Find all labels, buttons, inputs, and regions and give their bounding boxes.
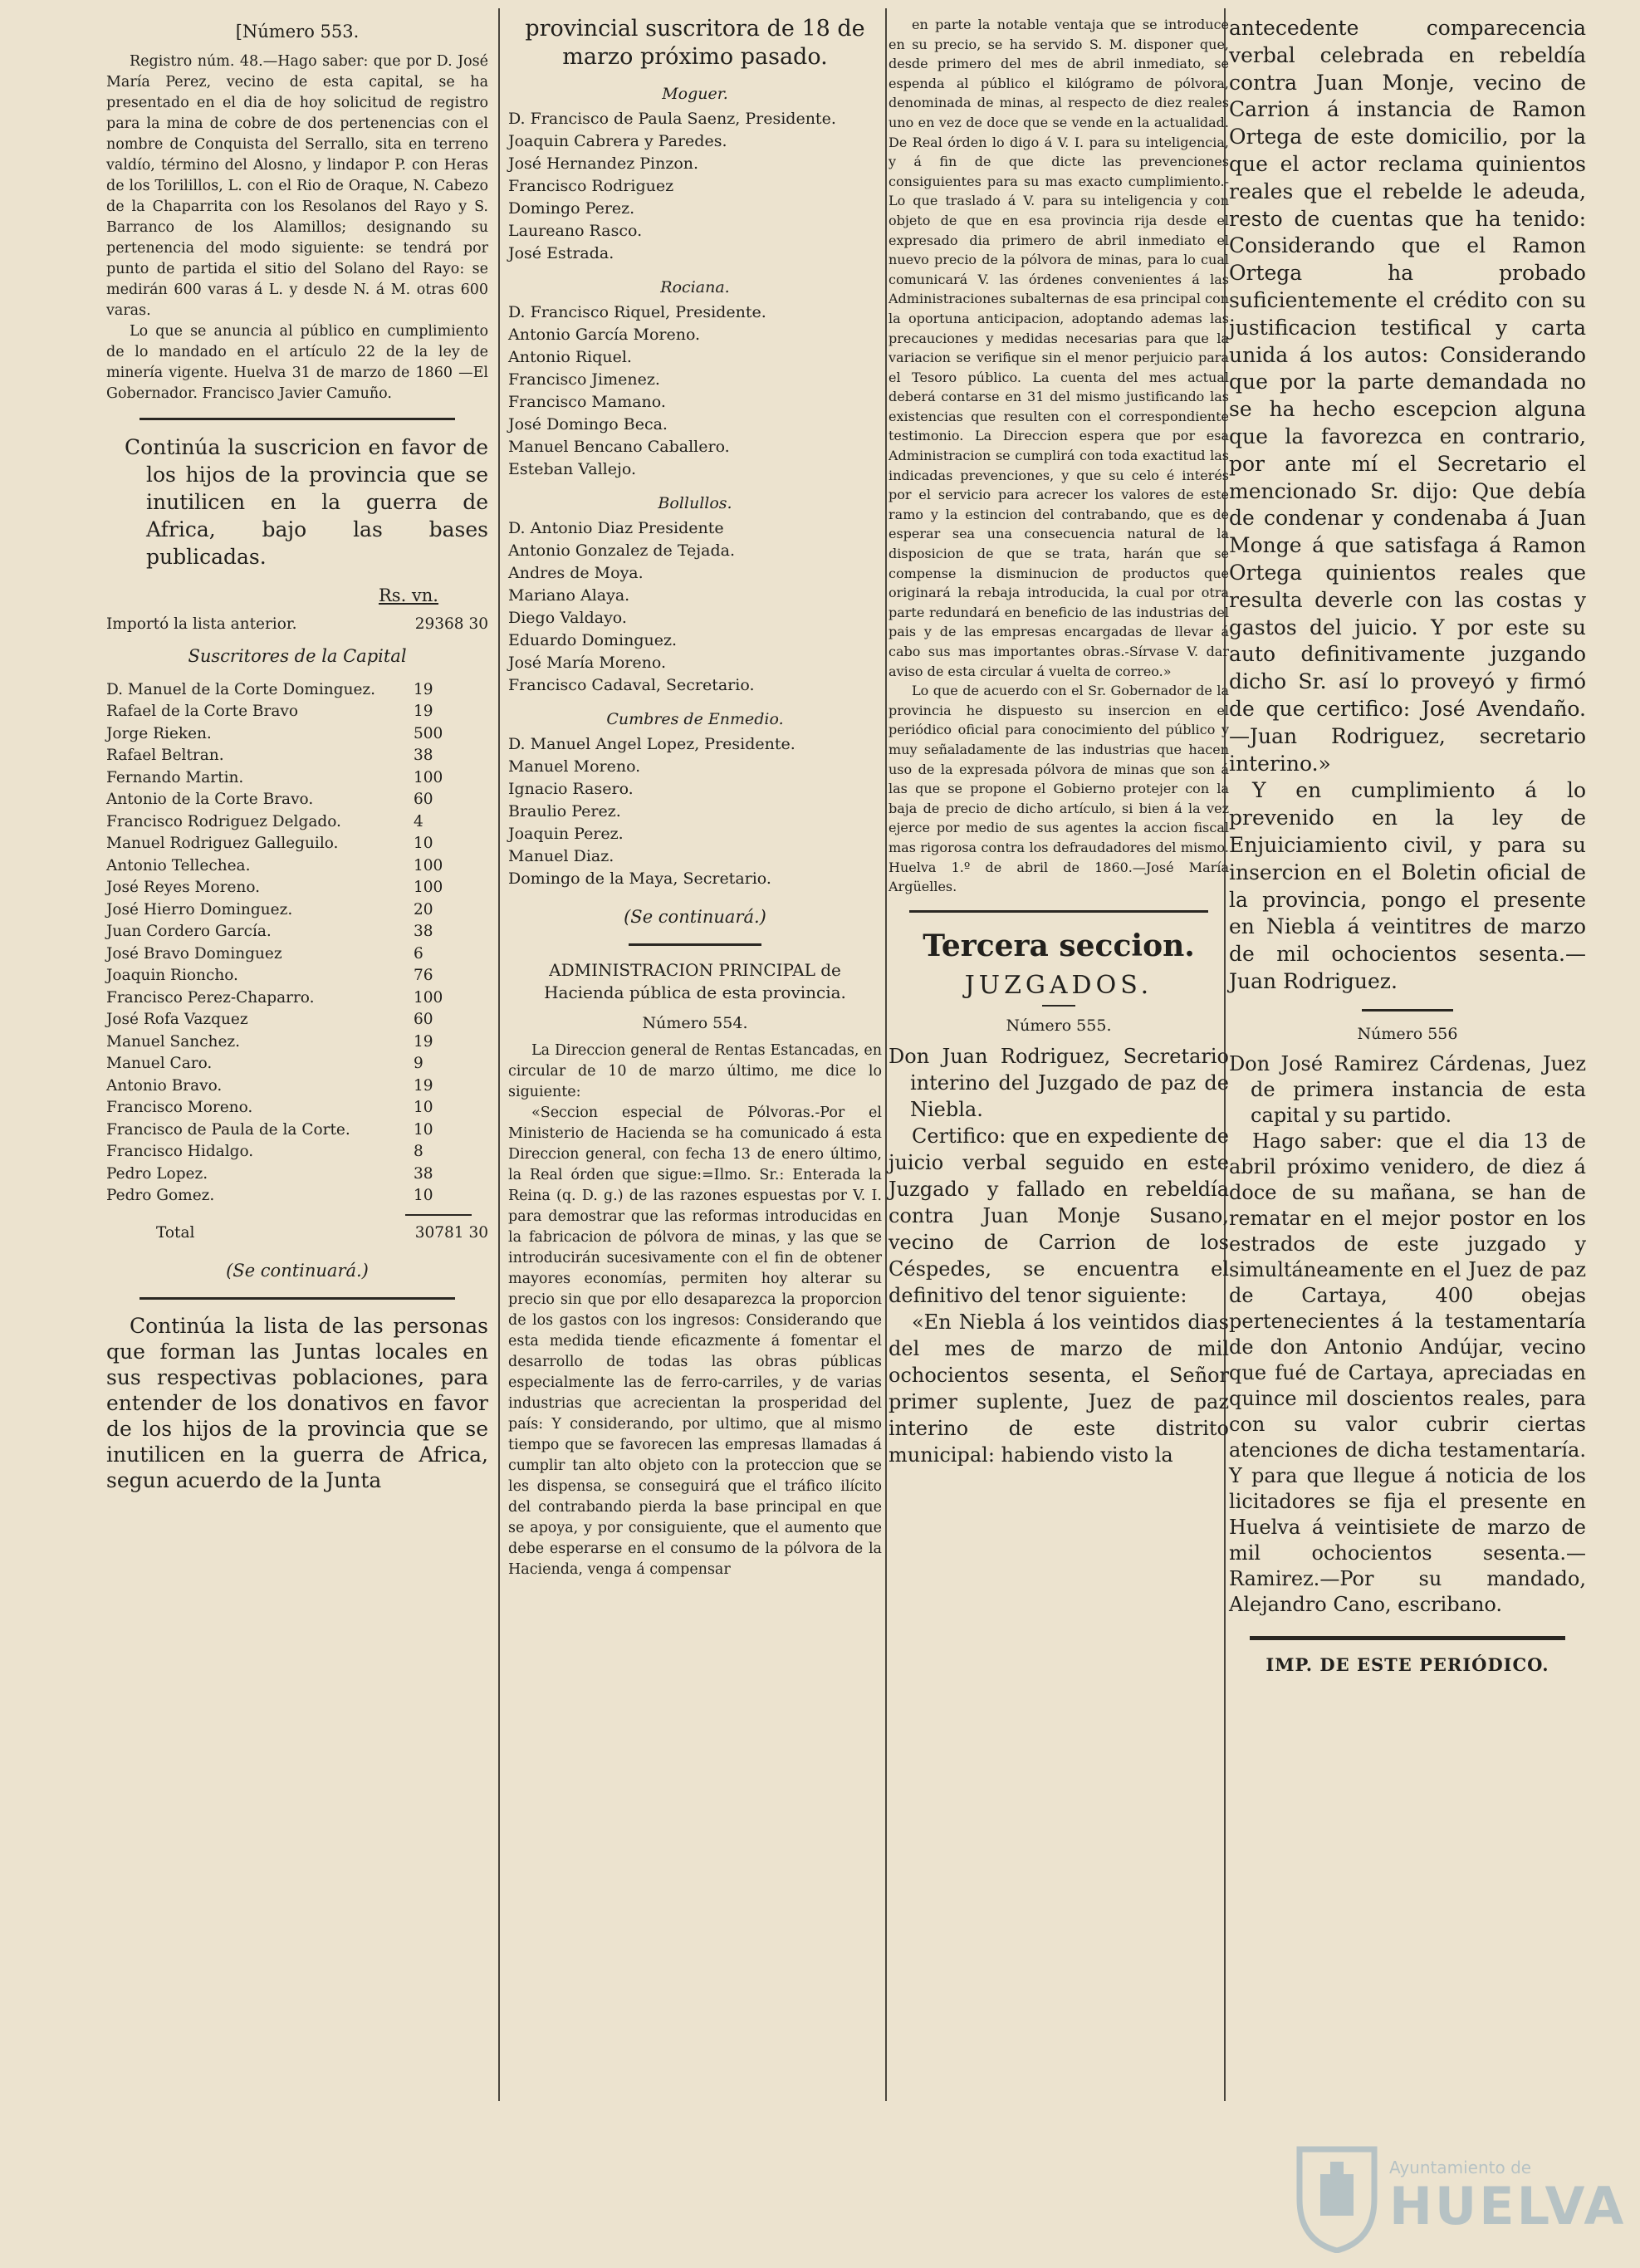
previous-total-value: 29368 30 [414,615,488,633]
subscriber-name: José Hierro Dominguez. [106,900,293,918]
member-name: Domingo de la Maya, Secretario. [508,869,771,888]
total-value: 30781 30 [414,1223,488,1242]
notice-555-header: Don Juan Rodriguez, Secretario interino del Juzgado de paz de Niebla. [889,1044,1229,1121]
subscriber-row [106,767,488,790]
divider [1042,1005,1075,1007]
subscriber-amount: 4 [414,812,423,830]
section-title: Tercera seccion. [923,928,1195,963]
town-name: Cumbres de Enmedio. [606,710,784,728]
notice-555-p2: «En Niebla á los veintidos dias del mes de marzo de mil ochocientos sesenta, el Señor primer suplente, Juez de paz interino de este distrito municipal: habiendo visto la [889,1310,1229,1467]
subscriber-amount: 100 [414,856,443,874]
column-rule [885,8,887,2101]
subscriber-name: Fernando Martin. [106,768,244,786]
subscriber-name: Antonio Tellechea. [106,856,251,874]
member-name: D. Antonio Diaz Presidente [508,519,724,537]
member-name: D. Manuel Angel Lopez, Presidente. [508,735,796,753]
subscriber-amount: 38 [414,747,433,764]
coat-of-arms-icon [1291,2141,1383,2253]
member-name: Joaquin Cabrera y Paredes. [508,132,727,150]
currency-header: Rs. vn. [378,585,438,605]
subscriber-name: Manuel Sanchez. [106,1032,241,1051]
notice-554-p2: «Seccion especial de Pólvoras.-Por el Ministerio de Hacienda se ha comunicado á esta Direccion general, con fecha 13 de enero último, la Real órden que sigue:=Ilmo. Sr.: Enterada la Reina (q. D. g.) de las razones espuestas por V. I. para demostrar que las reformas introducidas en la fabricacion de pólvora de minas, y las que se introducirán sucesivamente con el fin de obtener mayores economías, permiten hoy alterar su precio sin que por ello desaparezca la proporcion de los gastos con los ingresos: Considerando que esta medida tiende eficazmente á fomentar el desarrollo de todas las obras públicas especialmente las de ferro-carriles, y de varias industrias que acrecientan la prosperidad del país: Y considerando, por ultimo, que al mismo tiempo que se favorecen las empresas llamadas á cumplir tan alto objeto con la proteccion que se les dispensa, se conseguirá que el tráfico ilícito del contrabando pierda la base principal en que se apoya, y por consiguiente, que el aumento que debe esperarse en el consumo de la pólvora de la Hacienda, venga á compensar [508,1105,882,1578]
member-name: Manuel Bencano Caballero. [508,438,730,456]
watermark-line-1: Ayuntamiento de [1389,2158,1532,2177]
divider [1250,1636,1565,1640]
member-name: Francisco Cadaval, Secretario. [508,676,755,694]
subscriber-name: Rafael de la Corte Bravo [106,703,298,720]
divider [909,910,1208,913]
subscriber-name: Manuel Caro. [106,1055,213,1072]
subscriber-list [106,679,488,1207]
juzgados-heading: JUZGADOS. [964,970,1153,1000]
subscriber-name: Francisco de Paula de la Corte. [106,1120,350,1139]
subscriber-row [106,943,488,966]
subscriber-row [106,1009,488,1031]
subscriber-name: D. Manuel de la Corte Dominguez. [106,680,376,698]
member-name: Francisco Mamano. [508,393,666,411]
previous-total-label: Importó la lista anterior. [106,615,297,633]
total-row [106,1222,488,1245]
town-member-list [508,108,882,265]
subscriber-row [106,899,488,922]
column-4 [1229,15,1586,1677]
subscriber-amount: 9 [414,1055,423,1072]
member-name: Francisco Rodriguez [508,177,674,195]
member-name: Manuel Moreno. [508,757,641,776]
total-label: Total [156,1223,195,1242]
notice-555-number: Número 555. [1006,1016,1112,1035]
subscriber-name: Pedro Lopez. [106,1164,208,1183]
member-name: Eduardo Dominguez. [508,631,678,649]
watermark-line-2: HUELVA [1389,2176,1627,2236]
subscriber-name: Pedro Gomez. [106,1187,215,1204]
subscriber-amount: 10 [414,1120,433,1139]
town-member-list [508,301,882,481]
member-name: Andres de Moya. [508,564,644,582]
subscriber-row [106,745,488,767]
subscriber-amount: 8 [414,1143,423,1160]
member-name: Antonio Gonzalez de Tejada. [508,541,736,560]
notice-554-p1: La Direccion general de Rentas Estancadas, en circular de 10 de marzo último, me dice lo siguiente: [508,1042,882,1100]
previous-total-row [106,614,488,636]
town-name: Bollullos. [658,494,732,512]
column-3 [889,15,1229,1468]
subscriber-name: Juan Cordero García. [106,923,272,940]
town-name: Moguer. [662,85,728,103]
town-name: Rociana. [660,278,730,296]
subscriber-name: Joaquin Rioncho. [106,967,238,984]
notice-554-number: Número 554. [642,1014,748,1032]
member-name: Antonio Riquel. [508,348,632,366]
divider [629,943,761,946]
subscriber-row [106,1119,488,1142]
column-4-p1: antecedente comparecencia verbal celebrada en rebeldía contra Juan Monje, vecino de Carrion á instancia de Ramon Ortega de este domicilio, por la que el actor reclama quinientos reales que el rebelde le adeuda, resto de cuentas que ha tenido: Considerando que el Ramon Ortega ha probado suficientemente el crédito con su justificacion testifical y carta unida á los autos: Considerando que por la parte demandada no se ha hecho escepcion alguna que la favorezca en contrario, por ante mí el Secretario el mencionado Sr. dijo: Que debía de condenar y condenaba á Juan Monge á que satisfaga á Ramon Ortega quinientos reales que resulta deverle con las costas y gastos del juicio. Y por este su auto definitivamente juzgando dicho Sr. así lo proveyó y firmó de que certifico: José Avendaño.—Juan Rodriguez, secretario interino.» [1229,16,1586,776]
subscriber-row [106,987,488,1010]
subscriber-row [106,921,488,943]
huelva-watermark [1291,2141,1627,2257]
column-rule [498,8,500,2101]
column-3-p1: en parte la notable ventaja que se introduce en su precio, se ha servido S. M. disponer que, desde primero del mes de abril inmediato, se espenda al público el kilógramo de pólvora, denominada de minas, al respecto de diez reales uno en vez de doce que se vende en la actualidad. De Real órden lo digo á V. I. para su inteligencia, y á fin de que dicte las prevenciones consiguientes para su mas exacto cumplimiento.-Lo que traslado á V. para su inteligencia y con objeto de que en esa provincia rija desde el expresado dia primero de abril inmediato el nuevo precio de la pólvora de minas, para lo cual comunicará V. las órdenes convenientes á las Administraciones subalternas de esa principal con la oportuna anticipacion, adoptando ademas las precauciones y medidas necesarias para que la variacion se verifique sin el menor perjuicio para el Tesoro público. La cuenta del mes actual deberá contarse en 31 del mismo justificando las existencias que resulten con el correspondiente testimonio. La Direccion espera que por esa Administracion se cumplirá con toda exactitud las indicadas prevenciones, y que su celo é interés por el servicio para acrecer los valores de este ramo y la estincion del contrabando, que es de esperar sea una consecuencia natural de la disposicion de que se trata, harán que se compense la disminucion de productos que originará la rebaja introducida, la cual por otra parte redundará en beneficio de las industrias del pais y de las empresas encargadas de llevar á cabo sus mas importantes obras.-Sírvase V. dar aviso de esta circular á vuelta de correo.» [889,17,1229,679]
subscriber-name: Jorge Rieken. [106,724,212,742]
member-name: José Hernandez Pinzon. [508,154,699,173]
member-name: Francisco Jimenez. [508,370,660,389]
subscriber-amount: 10 [414,1187,433,1204]
subscriber-name: Francisco Perez-Chaparro. [106,988,315,1007]
subscriber-name: Francisco Hidalgo. [106,1143,254,1160]
subscriber-name: José Rofa Vazquez [106,1011,248,1028]
continued-note: (Se continuará.) [624,907,766,927]
member-name: Manuel Diaz. [508,847,614,865]
member-name: Domingo Perez. [508,199,635,218]
divider [140,1297,455,1300]
subscriber-amount: 19 [414,703,433,720]
member-name: Esteban Vallejo. [508,460,637,478]
watermark-text [1389,2158,1626,2236]
subscriber-amount: 10 [414,1099,433,1116]
column-2 [508,15,882,1580]
member-name: Braulio Perez. [508,802,621,820]
member-name: Ignacio Rasero. [508,780,634,798]
notice-553-number: [Número 553. [235,22,360,42]
subscriber-row [106,811,488,834]
member-name: Diego Valdayo. [508,609,627,627]
town-member-list [508,733,882,890]
subscriber-row [106,1141,488,1163]
notice-553-body: Registro núm. 48.—Hago saber: que por D. José María Perez, vecino de esta capital, se ha presentado en el dia de hoy solicitud de registro para la mina de cobre de dos pertenencias con el nombre de Conquista del Serrallo, sita en terreno valdío, término del Alosno, y lindapor P. con Heras de los Torilillos, L. con el Rio de Oraque, N. Cabezo de la Chaparrita con los Resolanos del Rayo y S. Barranco de los Alamillos; designando su pertenencia del modo siguiente: se tendrá por punto de partida el sitio del Solano del Rayo: se medirán 600 varas á L. y desde N. á M. otras 600 varas. [106,53,488,319]
subscriber-name: Antonio de la Corte Bravo. [106,791,314,808]
total-rule [405,1214,472,1216]
juntas-paragraph: Continúa la lista de las personas que forman las Juntas locales en sus respectivas poblaciones, para entender de los donativos en favor de los hijos de la provincia que se inutilicen en la guerra de Africa, segun acuerdo de la Junta [106,1314,488,1492]
town-lists [508,85,882,890]
subscriber-name: Antonio Bravo. [106,1076,223,1095]
subscriber-name: José Bravo Dominguez [106,944,282,963]
notice-555-p1: Certifico: que en expediente de juicio verbal seguido en este Juzgado y fallado en rebeldía contra Juan Monje Susano, vecino de Carrion de los Céspedes, se encuentra el definitivo del tenor siguiente: [889,1124,1229,1307]
member-name: Antonio García Moreno. [508,326,701,344]
subscriber-row [106,1185,488,1207]
subscriber-row [106,965,488,987]
notice-553-closing: Lo que se anuncia al público en cumplimiento de lo mandado en el artículo 22 de la ley de minería vigente. Huelva 31 de marzo de 1860 —El Gobernador. Francisco Javier Camuño. [106,323,488,402]
subscriber-amount: 20 [414,900,433,918]
subscriber-row [106,723,488,746]
subscriber-amount: 76 [414,967,433,984]
member-name: José Estrada. [508,244,614,262]
column-3-p2: Lo que de acuerdo con el Sr. Gobernador de la provincia he dispuesto su insercion en el periódico oficial para conocimiento del público y muy señaladamente de las industrias que hacen uso de la expresada pólvora de minas que son á las que se propone el Gobierno protejer con la baja de precio de dicho artículo, si bien á la vez ejerce por medio de sus agentes la accion fiscal mas rigorosa contra los defraudadores del mismo. Huelva 1.º de abril de 1860.—José María Argüelles. [889,683,1229,895]
capital-subscribers-heading: Suscritores de la Capital [188,645,407,666]
divider [1362,1009,1453,1012]
member-name: Mariano Alaya. [508,586,630,605]
subscriber-amount: 500 [414,724,443,742]
subscriber-row [106,1075,488,1098]
subscriber-amount: 38 [414,923,433,940]
subscriber-name: Francisco Rodriguez Delgado. [106,812,341,830]
subscriber-row [106,701,488,723]
subscriber-amount: 19 [414,1032,433,1051]
imprint: IMP. DE ESTE PERIÓDICO. [1265,1653,1549,1675]
admin-heading: ADMINISTRACION PRINCIPAL de Hacienda pública de esta provincia. [544,960,846,1002]
divider [140,418,455,420]
town-member-list [508,517,882,697]
notice-556-body: Hago saber: que el dia 13 de abril próximo venidero, de diez á doce de su mañana, se han de rematar en el mejor postor en los estrados de este juzgado y simultáneamente en el Juez de paz de Cartaya, 400 obejas pertenecientes á la testamentaría de don Antonio Andújar, vecino que fué de Cartaya, apreciadas en quince mil doscientos reales, para con su valor cubrir ciertas atenciones de dicha testamentaría. Y para que llegue á noticia de los licitadores se fija el presente en Huelva á veintisiete de marzo de mil ochocientos sesenta.—Ramirez.—Por su mandado, Alejandro Cano, escribano. [1229,1129,1586,1616]
continued-note: (Se continuará.) [226,1261,369,1281]
subscriber-amount: 6 [414,944,423,963]
subscriber-row [106,679,488,702]
subscriber-name: Francisco Moreno. [106,1099,253,1116]
member-name: Joaquin Perez. [508,825,624,843]
subscription-heading: Continúa la suscricion en favor de los hijos de la provincia que se inutilicen en la guerra de Africa, bajo las bases publicadas. [125,435,488,569]
member-name: D. Francisco de Paula Saenz, Presidente. [508,110,836,128]
subscriber-name: Manuel Rodriguez Galleguilo. [106,835,339,852]
column-1 [106,15,488,1493]
member-name: José María Moreno. [508,654,666,672]
subscriber-row [106,833,488,855]
column-4-p2: Y en cumplimiento á lo prevenido en la ley de Enjuiciamiento civil, y para su insercion en el Boletin oficial de la provincia, pongo el presente en Niebla á veintitres de marzo de mil ochocientos sesenta.—Juan Rodriguez. [1229,778,1586,993]
subscriber-amount: 10 [414,835,433,852]
subscriber-row [106,877,488,899]
notice-556-number: Número 556 [1357,1024,1458,1043]
subscriber-row [106,1053,488,1075]
subscriber-row [106,1163,488,1186]
subscriber-name: Rafael Beltran. [106,747,224,764]
subscriber-amount: 100 [414,768,443,786]
subscriber-amount: 60 [414,791,433,808]
member-name: José Domingo Beca. [508,415,668,434]
member-name: D. Francisco Riquel, Presidente. [508,303,766,321]
subscriber-name: José Reyes Moreno. [106,879,261,896]
column-2-intro: provincial suscritora de 18 de marzo próximo pasado. [525,16,865,70]
subscriber-amount: 100 [414,879,443,896]
subscriber-amount: 38 [414,1164,433,1183]
subscriber-amount: 19 [414,1076,433,1095]
subscriber-amount: 19 [414,680,433,698]
notice-556-header: Don José Ramirez Cárdenas, Juez de primera instancia de esta capital y su partido. [1229,1051,1586,1127]
subscriber-row [106,789,488,811]
subscriber-row [106,1031,488,1054]
subscriber-row [106,855,488,878]
subscriber-row [106,1097,488,1119]
subscriber-amount: 60 [414,1011,433,1028]
member-name: Laureano Rasco. [508,222,643,240]
subscriber-amount: 100 [414,988,443,1007]
